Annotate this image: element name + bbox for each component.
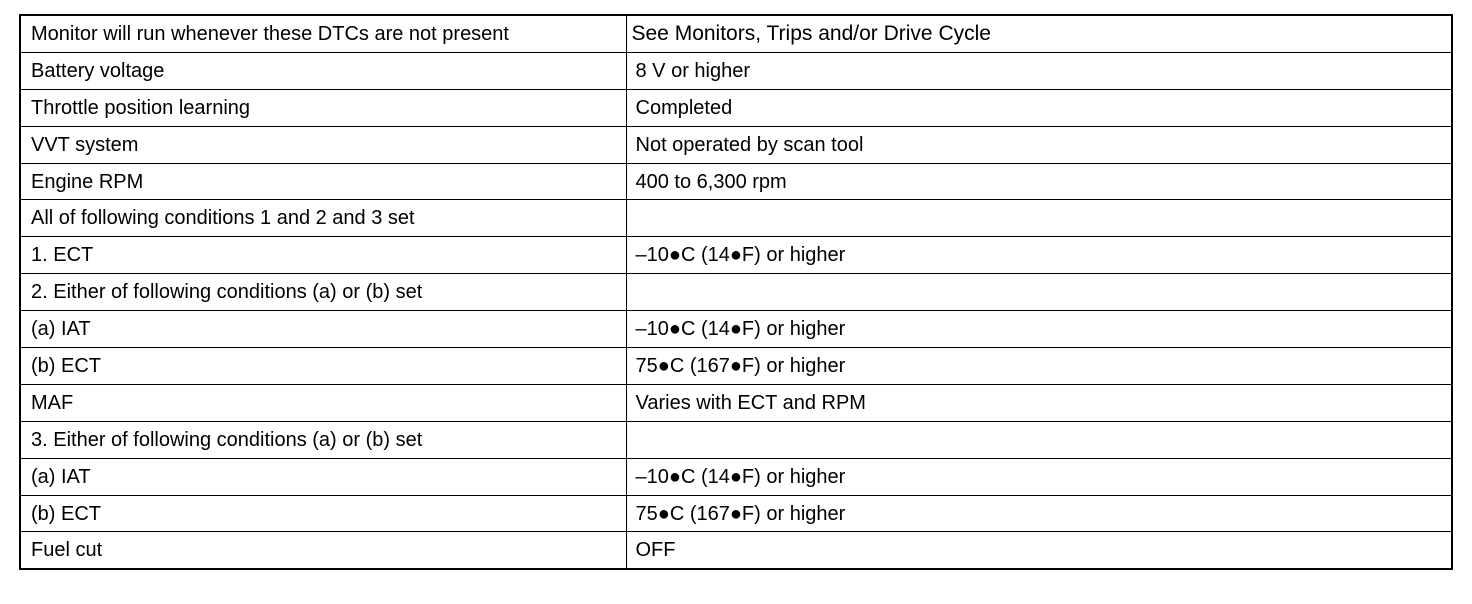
table-row <box>20 237 1452 274</box>
value-cell: 75●C (167●F) or higher <box>626 495 1452 532</box>
condition-cell: 2. Either of following conditions (a) or (b) set <box>20 274 626 311</box>
value-cell: See Monitors, Trips and/or Drive Cycle <box>626 15 1452 52</box>
value-cell <box>626 421 1452 458</box>
table-row <box>20 532 1452 569</box>
table-row <box>20 89 1452 126</box>
value-cell: 75●C (167●F) or higher <box>626 348 1452 385</box>
value-cell: 8 V or higher <box>626 52 1452 89</box>
value-cell: Varies with ECT and RPM <box>626 384 1452 421</box>
value-cell: Not operated by scan tool <box>626 126 1452 163</box>
table-row <box>20 15 1452 52</box>
condition-cell: Battery voltage <box>20 52 626 89</box>
condition-cell: 1. ECT <box>20 237 626 274</box>
value-cell: –10●C (14●F) or higher <box>626 311 1452 348</box>
table-row <box>20 495 1452 532</box>
condition-cell: Throttle position learning <box>20 89 626 126</box>
table-row <box>20 274 1452 311</box>
value-cell <box>626 274 1452 311</box>
value-cell: OFF <box>626 532 1452 569</box>
condition-cell: VVT system <box>20 126 626 163</box>
condition-cell: Fuel cut <box>20 532 626 569</box>
value-cell <box>626 200 1452 237</box>
table-row <box>20 384 1452 421</box>
table-row <box>20 421 1452 458</box>
table-row <box>20 126 1452 163</box>
condition-cell: Engine RPM <box>20 163 626 200</box>
condition-cell: 3. Either of following conditions (a) or (b) set <box>20 421 626 458</box>
condition-cell: (b) ECT <box>20 348 626 385</box>
value-cell: Completed <box>626 89 1452 126</box>
conditions-table <box>19 14 1453 570</box>
table-row <box>20 348 1452 385</box>
value-cell: –10●C (14●F) or higher <box>626 458 1452 495</box>
condition-cell: Monitor will run whenever these DTCs are not present <box>20 15 626 52</box>
table-row <box>20 311 1452 348</box>
condition-cell: (b) ECT <box>20 495 626 532</box>
table-row <box>20 163 1452 200</box>
value-cell: 400 to 6,300 rpm <box>626 163 1452 200</box>
condition-cell: MAF <box>20 384 626 421</box>
table-row <box>20 458 1452 495</box>
condition-cell: (a) IAT <box>20 311 626 348</box>
condition-cell: All of following conditions 1 and 2 and 3 set <box>20 200 626 237</box>
table-row <box>20 52 1452 89</box>
condition-cell: (a) IAT <box>20 458 626 495</box>
value-cell: –10●C (14●F) or higher <box>626 237 1452 274</box>
table-row <box>20 200 1452 237</box>
